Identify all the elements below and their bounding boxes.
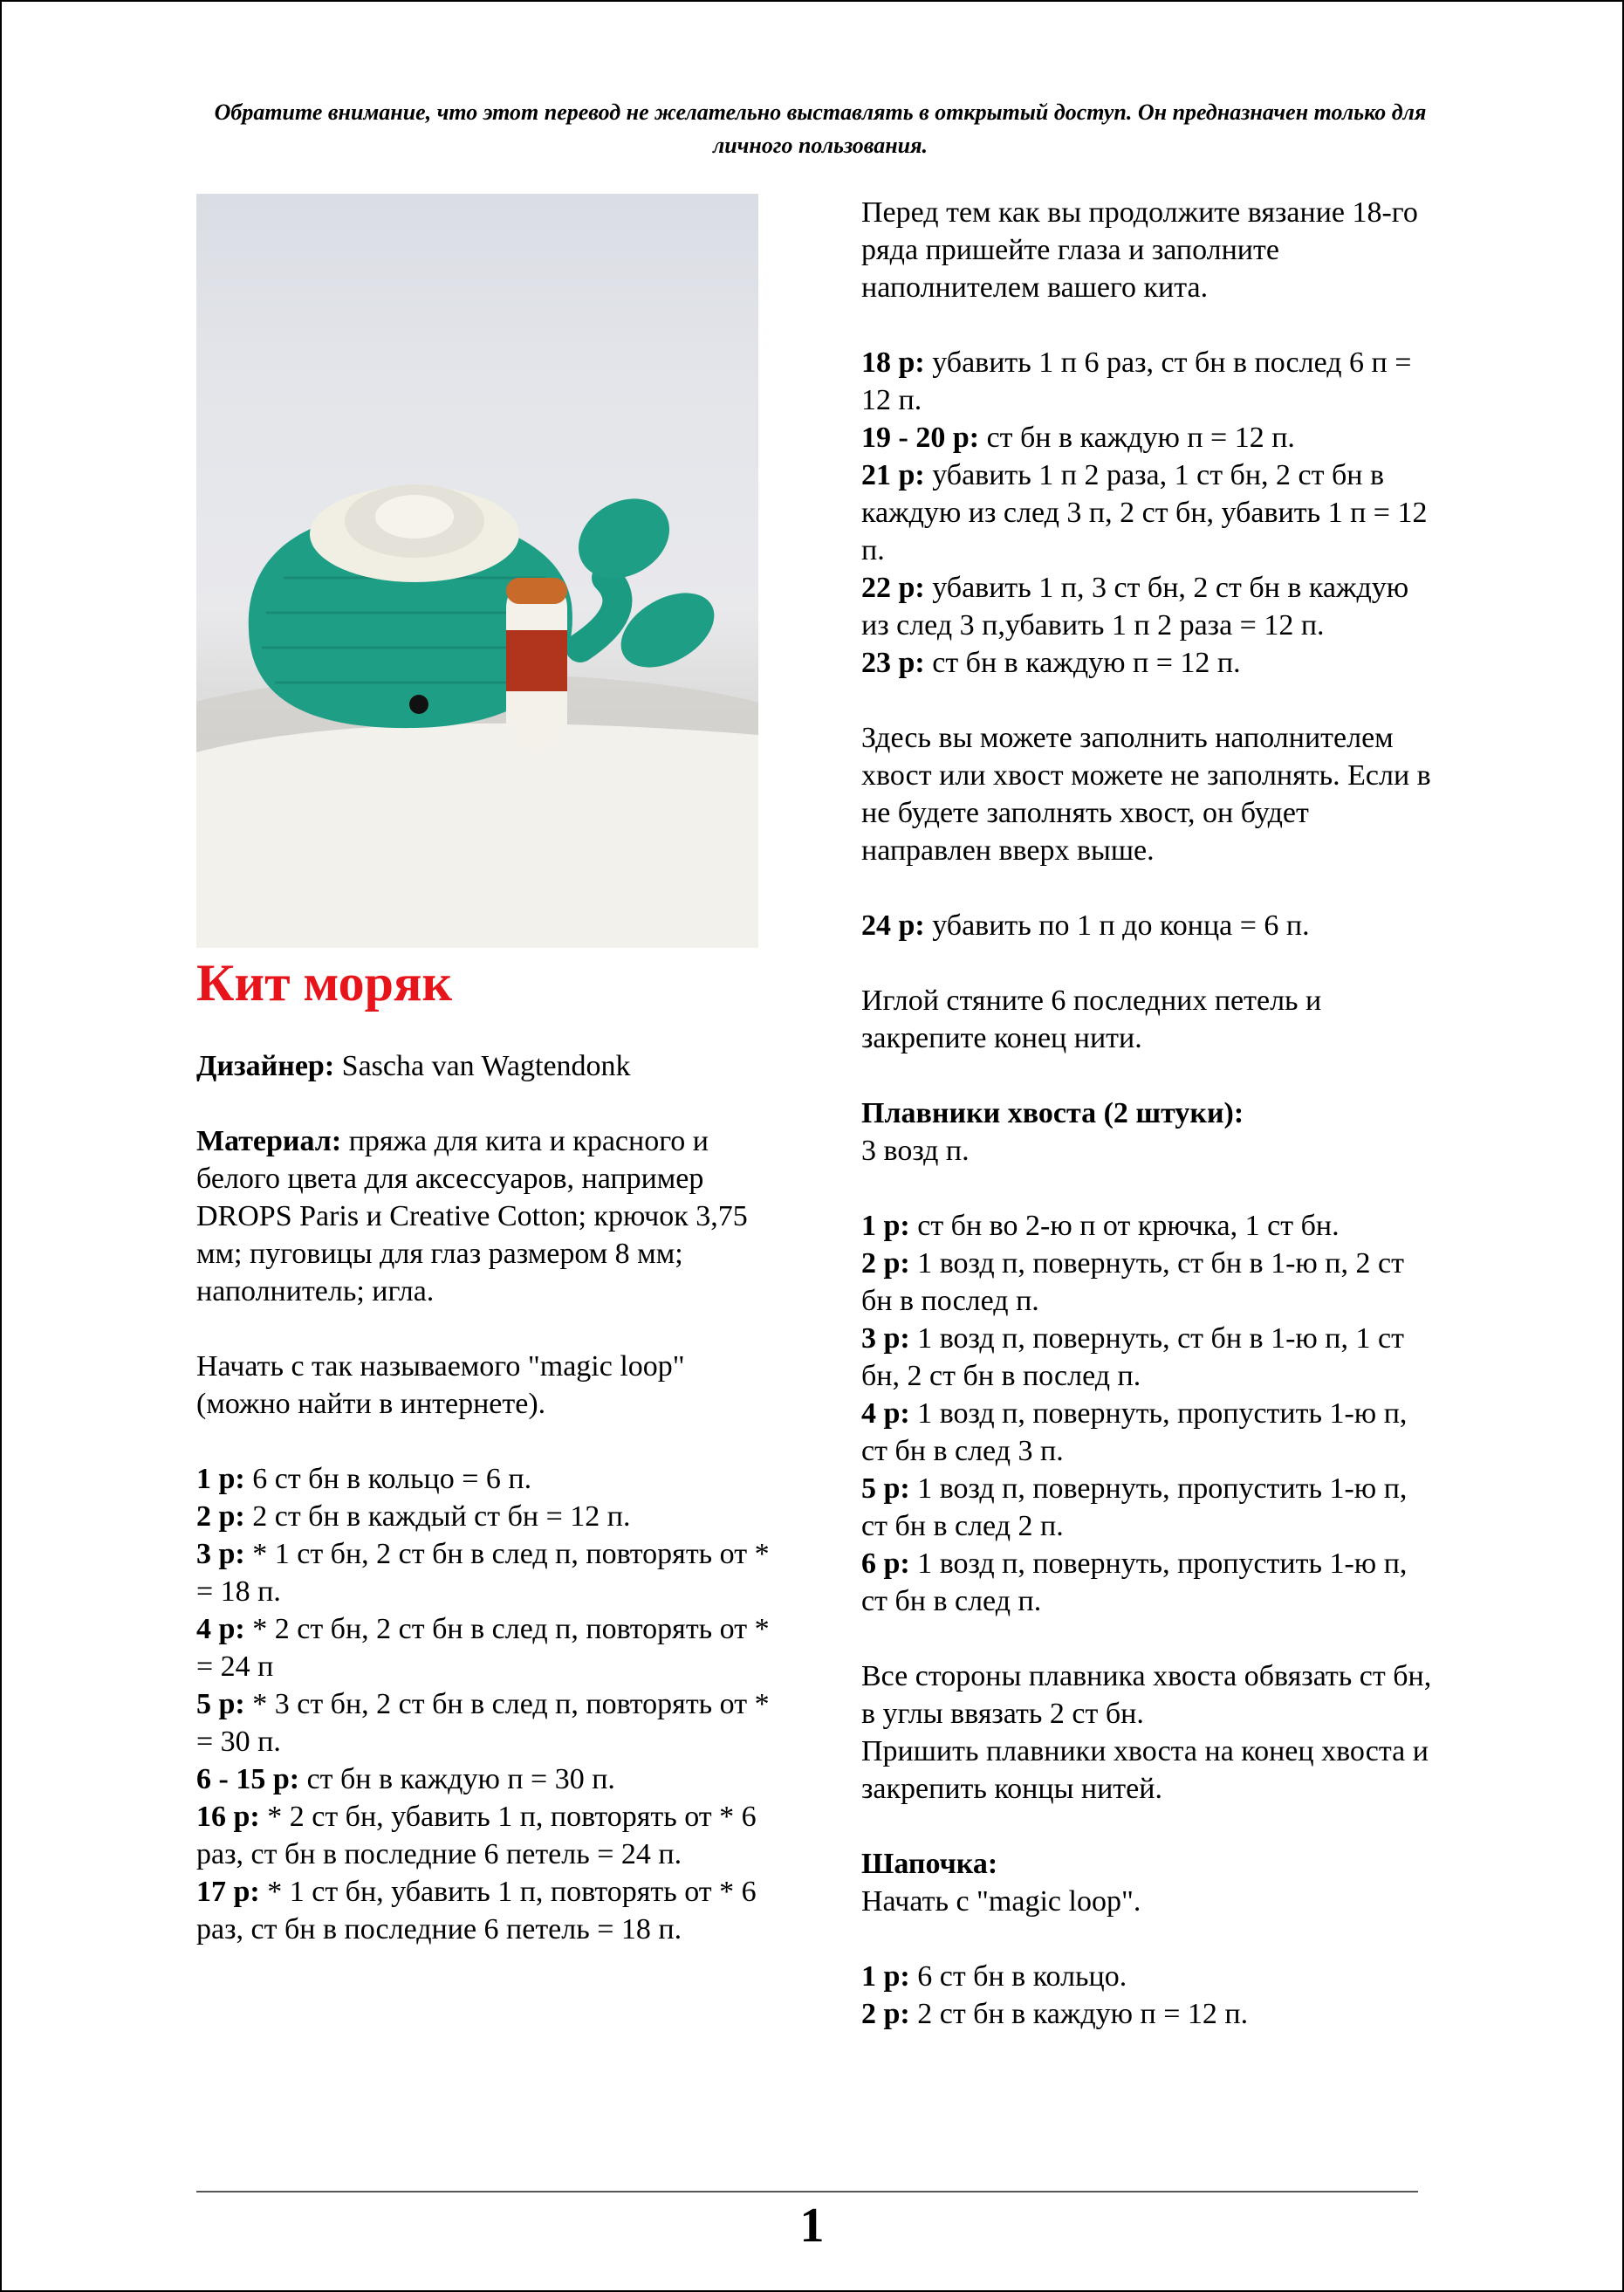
- row-label: 2 р:: [196, 1500, 245, 1533]
- row-line: [861, 1320, 1437, 1395]
- designer-line: [196, 1047, 772, 1085]
- row-line: [861, 1207, 1437, 1245]
- row-line: [861, 1395, 1437, 1470]
- row-line: [196, 1460, 772, 1498]
- whale-photo: [196, 194, 758, 948]
- row-text: 1 возд п, повернуть, пропустить 1-ю п, ст бн в след п.: [861, 1547, 1408, 1617]
- row-text: 1 возд п, повернуть, ст бн в 1-ю п, 1 ст бн, 2 ст бн в послед п.: [861, 1322, 1404, 1392]
- row-line: [196, 1798, 772, 1873]
- fins-attach-text: Пришить плавники хвоста на конец хвоста и закрепить концы нитей.: [861, 1735, 1429, 1805]
- row-label: 1 р:: [861, 1210, 910, 1242]
- designer-label: Дизайнер:: [196, 1050, 335, 1082]
- row-line: [196, 1535, 772, 1610]
- row-text: убавить по 1 п до конца = 6 п.: [924, 909, 1310, 942]
- row-line: [861, 1470, 1437, 1545]
- row-line: [196, 1760, 772, 1798]
- row-label: 24 р:: [861, 909, 925, 942]
- row-label: 17 р:: [196, 1876, 260, 1908]
- row-text: убавить 1 п 6 раз, ст бн в послед 6 п = 12 п.: [861, 347, 1412, 416]
- row-text: ст бн в каждую п = 12 п.: [924, 647, 1241, 679]
- row-line: [861, 1545, 1437, 1620]
- row-line: [861, 644, 1437, 682]
- row-text: ст бн в каждую п = 30 п.: [299, 1763, 615, 1795]
- row-label: 5 р:: [196, 1688, 245, 1720]
- row-label: 22 р:: [861, 572, 925, 604]
- row-label: 16 р:: [196, 1801, 260, 1833]
- row-label: 6 р:: [861, 1547, 910, 1580]
- row-line: [861, 1995, 1437, 2033]
- row-label: 23 р:: [861, 647, 925, 679]
- crochet-sailor-whale-photo: [196, 194, 758, 948]
- page-number: 1: [799, 2199, 825, 2253]
- row-label: 6 - 15 р:: [196, 1763, 300, 1795]
- hat-start: Начать с "magic loop".: [861, 1885, 1141, 1918]
- material-label: Материал:: [196, 1125, 342, 1157]
- row-label: 19 - 20 р:: [861, 422, 980, 454]
- row-text: 6 ст бн в кольцо = 6 п.: [244, 1463, 532, 1495]
- fins-edge-text: Все стороны плавника хвоста обвязать ст бн, в углы ввязать 2 ст бн.: [861, 1660, 1432, 1730]
- row-label: 3 р:: [196, 1538, 245, 1570]
- row-label: 1 р:: [861, 1960, 910, 1993]
- footer-rule: [196, 2191, 1418, 2192]
- row-line: [861, 419, 1437, 456]
- fins-start: 3 возд п.: [861, 1135, 970, 1167]
- row-text: 2 ст бн в каждую п = 12 п.: [909, 1998, 1249, 2030]
- right-column: [861, 194, 1437, 2033]
- intro-text: Начать с так называемого "magic loop" (можно найти в интернете).: [196, 1350, 685, 1420]
- hat-heading: Шапочка:: [861, 1848, 998, 1880]
- designer-name: Sascha van Wagtendonk: [334, 1050, 631, 1082]
- fins-heading: Плавники хвоста (2 штуки):: [861, 1097, 1244, 1129]
- row-text: * 2 ст бн, 2 ст бн в след п, повторять от * = 24 п: [196, 1613, 770, 1683]
- copyright-notice: Обратите внимание, что этот перевод не желательно выставлять в открытый доступ. Он предназначен только для личного пользования.: [214, 100, 1427, 158]
- row-label: 18 р:: [861, 347, 925, 379]
- row-line: [196, 1498, 772, 1535]
- row-line: [861, 1245, 1437, 1320]
- row-label: 4 р:: [861, 1397, 910, 1430]
- row-text: 1 возд п, повернуть, ст бн в 1-ю п, 2 ст бн в послед п.: [861, 1247, 1404, 1317]
- row-text: 1 возд п, повернуть, пропустить 1-ю п, ст бн в след 3 п.: [861, 1397, 1408, 1467]
- finish-body-text: Иглой стяните 6 последних петель и закрепите конец нити.: [861, 985, 1322, 1054]
- row-text: 1 возд п, повернуть, пропустить 1-ю п, ст бн в след 2 п.: [861, 1472, 1408, 1542]
- row-text: убавить 1 п, 3 ст бн, 2 ст бн в каждую из след 3 п,убавить 1 п 2 раза = 12 п.: [861, 572, 1409, 642]
- row-text: * 1 ст бн, 2 ст бн в след п, повторять от * = 18 п.: [196, 1538, 770, 1608]
- row-label: 3 р:: [861, 1322, 910, 1355]
- row-text: * 2 ст бн, убавить 1 п, повторять от * 6 раз, ст бн в последние 6 петель = 24 п.: [196, 1801, 757, 1870]
- row-label: 4 р:: [196, 1613, 245, 1645]
- row-line: [861, 569, 1437, 644]
- row-label: 2 р:: [861, 1247, 910, 1280]
- row-text: * 3 ст бн, 2 ст бн в след п, повторять от * = 30 п.: [196, 1688, 770, 1758]
- row-text: ст бн в каждую п = 12 п.: [979, 422, 1295, 454]
- row-label: 1 р:: [196, 1463, 245, 1495]
- row-text: ст бн во 2-ю п от крючка, 1 ст бн.: [909, 1210, 1340, 1242]
- row-text: * 1 ст бн, убавить 1 п, повторять от * 6 раз, ст бн в последние 6 петель = 18 п.: [196, 1876, 757, 1945]
- row-text: убавить 1 п 2 раза, 1 ст бн, 2 ст бн в каждую из след 3 п, 2 ст бн, убавить 1 п = 12 п.: [861, 459, 1428, 566]
- row-line: [861, 1958, 1437, 1995]
- row-line: [861, 907, 1437, 944]
- left-column: [196, 951, 772, 1948]
- material-text: пряжа для кита и красного и белого цвета для аксессуаров, например DROPS Paris и Creative Cotton; крючок 3,75 мм; пуговицы для глаз размером 8 мм; наполнитель; игла.: [196, 1125, 748, 1307]
- tail-note: Здесь вы можете заполнить наполнителем хвост или хвост можете не заполнять. Если в не будете заполнять хвост, он будет направлен вверх выше.: [861, 722, 1431, 867]
- row-label: 5 р:: [861, 1472, 910, 1505]
- row-label: 21 р:: [861, 459, 925, 491]
- row-line: [196, 1610, 772, 1685]
- row-label: 2 р:: [861, 1998, 910, 2030]
- row-text: 2 ст бн в каждый ст бн = 12 п.: [244, 1500, 631, 1533]
- row-line: [861, 344, 1437, 419]
- row-line: [196, 1873, 772, 1948]
- row-line: [861, 456, 1437, 569]
- pattern-title: Кит моряк: [196, 954, 453, 1012]
- row-line: [196, 1685, 772, 1760]
- material-line: [196, 1122, 772, 1310]
- row-text: 6 ст бн в кольцо.: [909, 1960, 1127, 1993]
- before-row18-text: Перед тем как вы продолжите вязание 18-го ряда пришейте глаза и заполните наполнителем вашего кита.: [861, 196, 1418, 304]
